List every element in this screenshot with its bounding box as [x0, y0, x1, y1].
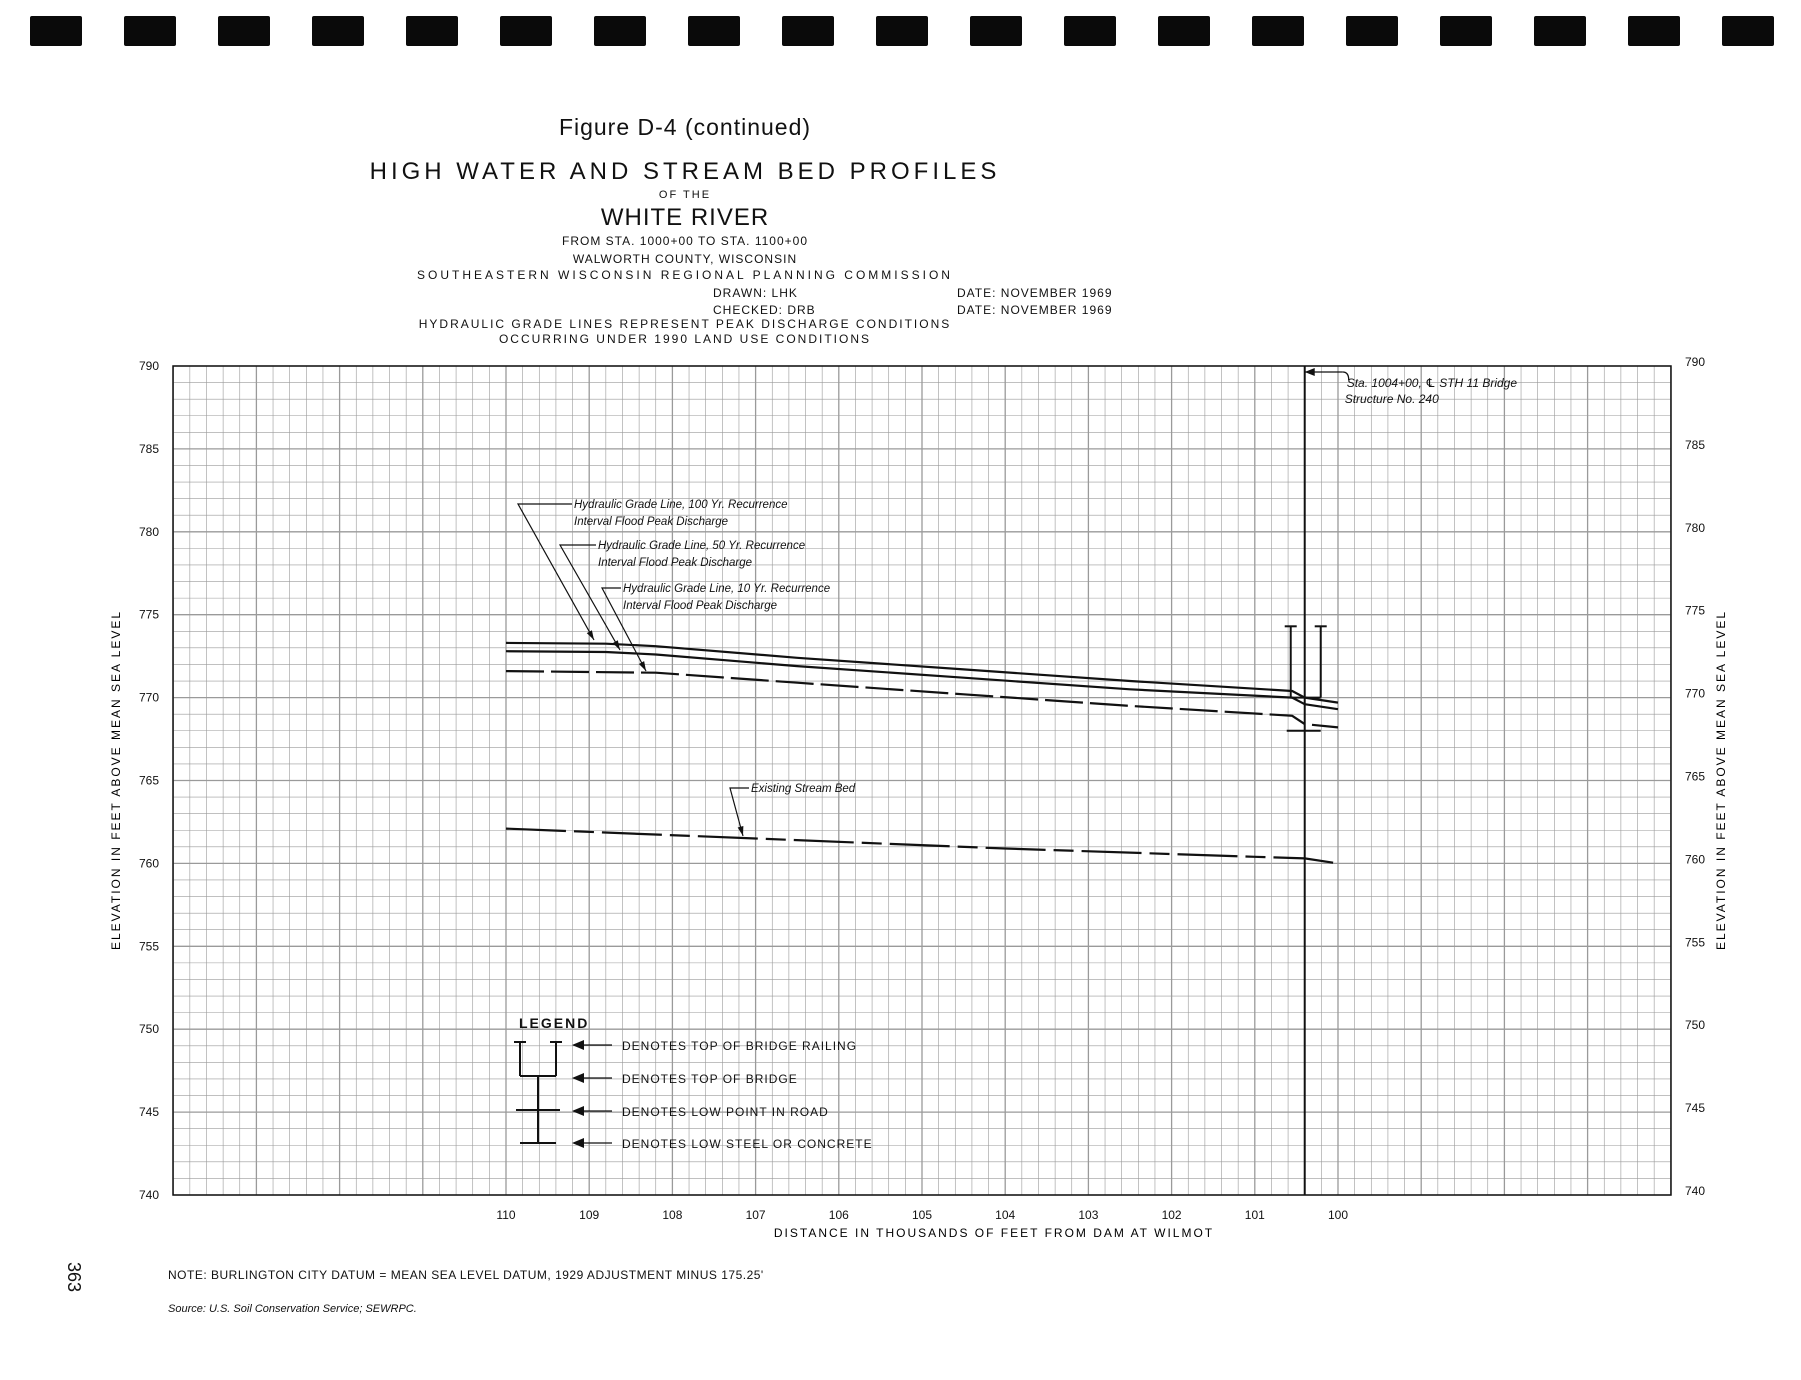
x-tick-label: 110	[496, 1208, 516, 1222]
y-tick-label-right: 770	[1685, 686, 1706, 701]
callout-label-line2: Interval Flood Peak Discharge	[598, 557, 753, 569]
callout-label-line2: Interval Flood Peak Discharge	[574, 516, 729, 528]
y-tick-label-right: 785	[1685, 437, 1706, 452]
y-tick-label-right: 740	[1685, 1184, 1706, 1198]
y-axis-label-right: ELEVATION IN FEET ABOVE MEAN SEA LEVEL	[1714, 609, 1728, 951]
bridge-label-line2: Structure No. 240	[1344, 392, 1439, 406]
county-name: WALWORTH COUNTY, WISCONSIN	[572, 252, 798, 266]
grid-major	[173, 366, 1671, 1195]
bridge-label-arrow	[1305, 368, 1315, 376]
legend-arrow-head	[572, 1106, 584, 1116]
chart-title: HIGH WATER AND STREAM BED PROFILES	[369, 158, 1001, 185]
callout-arrow	[738, 826, 744, 836]
commission-name: SOUTHEASTERN WISCONSIN REGIONAL PLANNING COMMISSION	[417, 268, 953, 282]
x-tick-label: 108	[662, 1208, 683, 1222]
hydraulic-note-line2: OCCURRING UNDER 1990 LAND USE CONDITIONS	[498, 332, 872, 346]
bridge-label-line1: Sta. 1004+00, ℄ STH 11 Bridge	[1346, 376, 1518, 390]
y-tick-label-left: 770	[138, 690, 159, 705]
y-tick-label-left: 780	[138, 524, 159, 539]
x-tick-label: 109	[579, 1208, 600, 1222]
legend-item-label: DENOTES LOW POINT IN ROAD	[622, 1105, 829, 1119]
x-tick-label: 101	[1244, 1208, 1265, 1222]
y-axis-label-left: ELEVATION IN FEET ABOVE MEAN SEA LEVEL	[109, 609, 123, 951]
y-tick-label-left: 775	[138, 607, 159, 622]
checked-date: DATE: NOVEMBER 1969	[957, 303, 1113, 317]
y-tick-label-left: 765	[138, 773, 159, 788]
callout-label-line1: Hydraulic Grade Line, 10 Yr. Recurrence	[623, 583, 831, 595]
drawn-by: DRAWN: LHK	[713, 286, 798, 300]
y-tick-label-right: 750	[1685, 1018, 1706, 1033]
datum-note: NOTE: BURLINGTON CITY DATUM = MEAN SEA LEVEL DATUM, 1929 ADJUSTMENT MINUS 175.25'	[168, 1268, 764, 1282]
legend	[514, 1015, 873, 1151]
y-tick-label-right: 755	[1685, 935, 1706, 950]
legend-item-label: DENOTES TOP OF BRIDGE	[622, 1072, 798, 1086]
title-of-the: OF THE	[658, 189, 712, 201]
checked-by: CHECKED: DRB	[713, 303, 816, 317]
legend-item-label: DENOTES TOP OF BRIDGE RAILING	[622, 1039, 858, 1053]
station-range: FROM STA. 1000+00 TO STA. 1100+00	[562, 234, 808, 248]
legend-arrow-head	[572, 1040, 584, 1050]
y-tick-label-right: 765	[1685, 769, 1706, 784]
y-tick-label-right: 760	[1685, 852, 1706, 867]
y-tick-label-left: 755	[138, 939, 159, 954]
callout-arrow	[639, 661, 646, 671]
y-tick-label-right: 790	[1685, 355, 1706, 369]
y-tick-label-left: 750	[138, 1022, 159, 1037]
x-tick-label: 102	[1161, 1208, 1182, 1222]
y-tick-label-left: 740	[138, 1188, 159, 1202]
x-tick-label: 107	[745, 1208, 766, 1222]
hydraulic-note-line1: HYDRAULIC GRADE LINES REPRESENT PEAK DISCHARGE CONDITIONS	[418, 317, 952, 331]
callout-label-line2: Interval Flood Peak Discharge	[623, 600, 778, 612]
source-note: Source: U.S. Soil Conservation Service; SEWRPC.	[168, 1303, 417, 1315]
legend-item-label: DENOTES LOW STEEL OR CONCRETE	[622, 1137, 873, 1151]
legend-title: LEGEND	[519, 1015, 590, 1031]
y-tick-label-right: 780	[1685, 520, 1706, 535]
river-name: WHITE RIVER	[600, 204, 770, 231]
callout-label-line1: Existing Stream Bed	[751, 783, 856, 795]
figure-label: Figure D-4 (continued)	[558, 114, 812, 140]
y-tick-label-left: 790	[138, 359, 159, 373]
callout-arrow	[587, 630, 594, 640]
x-tick-label: 103	[1078, 1208, 1099, 1222]
y-tick-label-left: 760	[138, 856, 159, 871]
y-tick-label-left: 785	[138, 441, 159, 456]
legend-arrow-head	[572, 1073, 584, 1083]
drawn-date: DATE: NOVEMBER 1969	[957, 286, 1113, 300]
x-tick-label: 104	[995, 1208, 1016, 1222]
x-tick-label: 105	[911, 1208, 933, 1222]
page-number: 363	[64, 1262, 84, 1293]
callout-label-line1: Hydraulic Grade Line, 100 Yr. Recurrence	[574, 499, 788, 511]
legend-arrow-head	[572, 1138, 584, 1148]
y-tick-label-right: 775	[1685, 603, 1706, 618]
y-tick-label-left: 745	[138, 1105, 159, 1120]
x-tick-label: 106	[828, 1208, 849, 1222]
callout-label-line1: Hydraulic Grade Line, 50 Yr. Recurrence	[598, 540, 806, 552]
y-tick-label-right: 745	[1685, 1101, 1706, 1116]
x-tick-label: 100	[1327, 1208, 1349, 1222]
x-axis-label: DISTANCE IN THOUSANDS OF FEET FROM DAM AT WILMOT	[773, 1226, 1215, 1240]
